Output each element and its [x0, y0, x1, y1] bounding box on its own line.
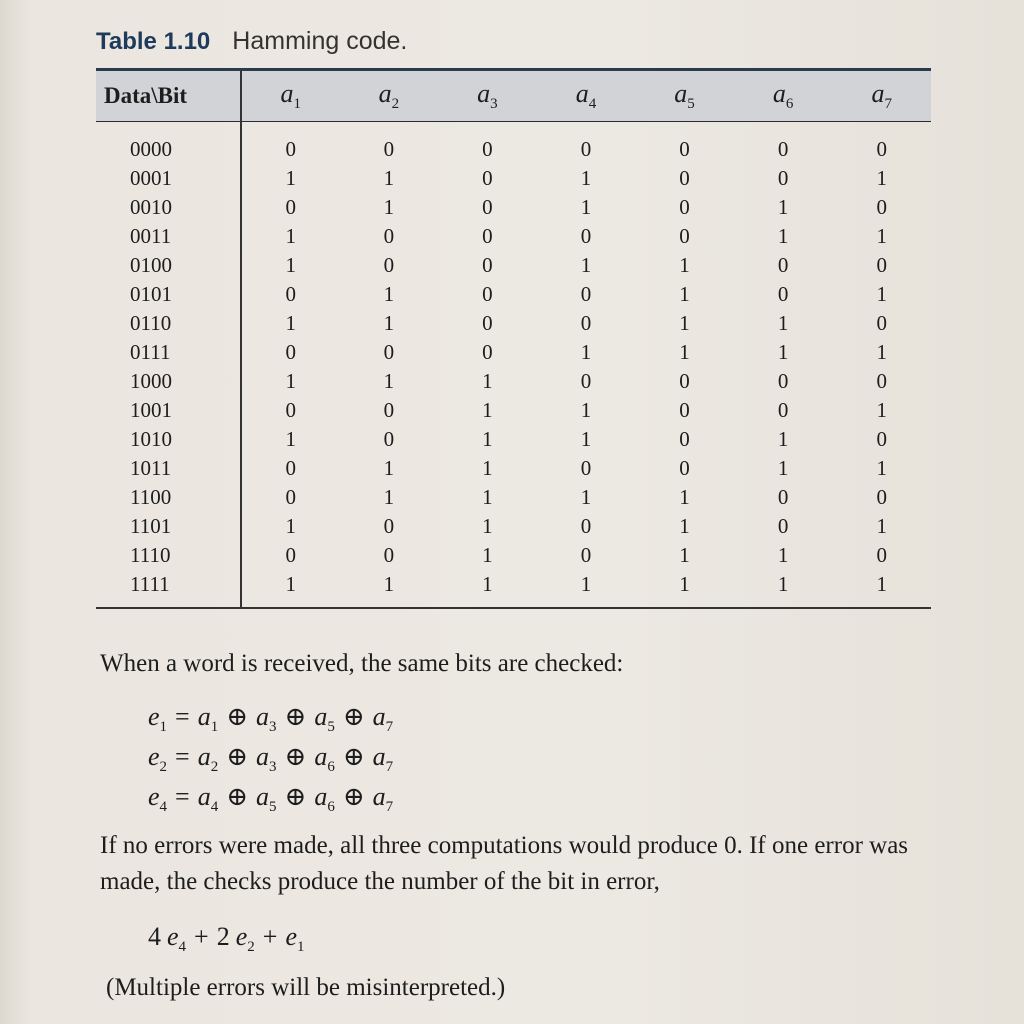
bit-header-a4 — [537, 70, 636, 122]
bit-cell: 0 — [679, 456, 690, 480]
paragraph-multiple-errors: (Multiple errors will be misinterpreted.) — [106, 974, 506, 1001]
data-word-cell: 0011 — [96, 222, 241, 251]
table-row — [96, 512, 931, 541]
bit-cell: 0 — [482, 340, 493, 364]
bit-cell: 1 — [482, 456, 493, 480]
data-word-cell: 1101 — [96, 512, 241, 541]
bit-header-subscript: 2 — [391, 96, 400, 113]
bit-cell: 0 — [482, 311, 493, 335]
bit-cell: 1 — [777, 427, 789, 451]
equation-term-subscript: 5 — [269, 799, 277, 816]
data-word-cell: 0111 — [96, 338, 241, 367]
equation-lhs-subscript: 1 — [159, 719, 168, 736]
bit-cell: 1 — [285, 369, 297, 393]
equation-term-symbol: a — [314, 702, 328, 731]
equation-term-symbol: a — [256, 782, 270, 811]
equation-term-subscript: 1 — [210, 719, 219, 736]
bit-header-symbol: a — [378, 78, 392, 108]
data-word-cell: 0110 — [96, 309, 241, 338]
bit-cell: 0 — [679, 166, 690, 190]
table-row — [96, 193, 931, 222]
bit-cell: 1 — [580, 253, 592, 277]
bit-header-symbol: a — [674, 78, 688, 108]
bit-cell: 1 — [383, 485, 395, 509]
bit-cell: 1 — [580, 166, 592, 190]
bit-header-symbol: a — [871, 78, 885, 108]
bit-cell: 0 — [777, 369, 789, 393]
bit-cell: 1 — [482, 485, 493, 509]
xor-operator: ⊕ — [284, 702, 307, 731]
table-row — [96, 338, 931, 367]
equation-lhs-subscript: 4 — [159, 799, 168, 816]
bit-cell: 1 — [777, 311, 789, 335]
bit-cell: 0 — [580, 369, 592, 393]
bit-cell: 0 — [285, 398, 297, 422]
formula-variable: e — [167, 922, 179, 951]
table-row — [96, 570, 931, 608]
table-number: Table 1.10 — [96, 28, 211, 55]
table-row — [96, 483, 931, 512]
formula-subscript: 4 — [178, 939, 187, 956]
equation-term-symbol: a — [372, 702, 386, 731]
bit-cell: 0 — [679, 195, 690, 219]
xor-operator: ⊕ — [226, 742, 249, 771]
bit-cell: 1 — [777, 224, 789, 248]
data-word-cell: 0001 — [96, 164, 241, 193]
formula-subscript: 2 — [247, 939, 255, 956]
bit-header-symbol: a — [280, 78, 294, 108]
bit-cell: 0 — [679, 369, 690, 393]
error-position-formula — [148, 922, 304, 956]
bit-cell: 0 — [777, 166, 789, 190]
bit-cell: 1 — [876, 456, 887, 480]
table-row — [96, 396, 931, 425]
bit-cell: 1 — [438, 570, 537, 608]
bit-cell: 0 — [876, 485, 887, 509]
equation-term-subscript: 7 — [385, 759, 394, 776]
hamming-table — [96, 68, 931, 609]
bit-cell: 1 — [285, 427, 297, 451]
table-row — [96, 367, 931, 396]
data-word-cell: 0000 — [96, 122, 241, 165]
bit-cell: 0 — [383, 514, 395, 538]
equation-term-symbol: a — [197, 782, 211, 811]
bit-cell: 0 — [580, 137, 592, 161]
equation-term-subscript: 6 — [327, 799, 335, 816]
bit-cell: 0 — [383, 137, 395, 161]
equation-term-symbol: a — [256, 702, 270, 731]
bit-cell: 1 — [580, 427, 592, 451]
bit-cell: 0 — [876, 369, 887, 393]
equation-term-subscript: 4 — [210, 799, 219, 816]
bit-cell: 0 — [580, 514, 592, 538]
bit-cell: 0 — [285, 543, 297, 567]
bit-cell: 1 — [482, 514, 493, 538]
bit-cell: 0 — [285, 137, 297, 161]
formula-variable: e — [285, 922, 297, 951]
corner-header: Data\Bit — [96, 70, 241, 122]
table-row — [96, 280, 931, 309]
bit-cell: 1 — [635, 570, 734, 608]
bit-cell: 0 — [285, 485, 297, 509]
data-word-cell: 0100 — [96, 251, 241, 280]
equation-term-symbol: a — [256, 742, 270, 771]
bit-cell: 0 — [580, 282, 592, 306]
bit-header-a5 — [635, 70, 734, 122]
bit-cell: 1 — [876, 340, 887, 364]
xor-operator: ⊕ — [284, 742, 307, 771]
bit-cell: 1 — [383, 282, 395, 306]
xor-operator: ⊕ — [284, 782, 307, 811]
bit-cell: 0 — [285, 456, 297, 480]
bit-cell: 1 — [679, 282, 690, 306]
bit-cell: 1 — [832, 570, 931, 608]
data-word-cell: 0101 — [96, 280, 241, 309]
table-row — [96, 222, 931, 251]
bit-cell: 0 — [383, 427, 395, 451]
table-title: Hamming code. — [232, 27, 408, 55]
equation-lhs-symbol: e — [148, 702, 160, 731]
bit-cell: 1 — [383, 456, 395, 480]
table-row — [96, 122, 931, 165]
bit-cell: 1 — [679, 340, 690, 364]
bit-cell: 1 — [383, 369, 395, 393]
bit-header-subscript: 3 — [490, 96, 498, 113]
table-row — [96, 309, 931, 338]
table-row — [96, 454, 931, 483]
data-word-cell: 1001 — [96, 396, 241, 425]
equation-e1 — [148, 702, 393, 736]
bit-header-subscript: 6 — [785, 96, 794, 113]
bit-cell: 0 — [482, 137, 493, 161]
bit-cell: 0 — [777, 253, 789, 277]
bit-cell: 1 — [285, 253, 297, 277]
bit-cell: 1 — [285, 224, 297, 248]
bit-cell: 0 — [876, 543, 887, 567]
equation-term-symbol: a — [314, 782, 328, 811]
paragraph-check-intro: When a word is received, the same bits are checked: — [100, 650, 624, 677]
equation-term-symbol: a — [197, 702, 211, 731]
equation-lhs-symbol: e — [148, 782, 160, 811]
bit-cell: 1 — [482, 543, 493, 567]
plus-operator: + — [262, 922, 278, 951]
bit-cell: 0 — [580, 311, 592, 335]
table-caption — [96, 26, 407, 56]
bit-cell: 0 — [679, 137, 690, 161]
equation-term-subscript: 5 — [327, 719, 335, 736]
bit-cell: 1 — [580, 195, 592, 219]
data-word-cell: 0010 — [96, 193, 241, 222]
bit-cell: 0 — [580, 456, 592, 480]
bit-cell: 0 — [285, 282, 297, 306]
bit-header-a2 — [340, 70, 439, 122]
bit-cell: 1 — [876, 166, 887, 190]
equals-sign: = — [175, 782, 190, 811]
bit-cell: 1 — [285, 166, 297, 190]
bit-cell: 0 — [482, 166, 493, 190]
bit-cell: 0 — [876, 137, 887, 161]
table-header-row — [96, 70, 931, 122]
bit-cell: 1 — [679, 311, 690, 335]
bit-cell: 1 — [679, 543, 690, 567]
bit-cell: 1 — [777, 543, 789, 567]
bit-cell: 0 — [580, 543, 592, 567]
bit-cell: 1 — [734, 570, 833, 608]
data-word-cell: 1010 — [96, 425, 241, 454]
bit-cell: 1 — [679, 485, 690, 509]
bit-cell: 0 — [876, 253, 887, 277]
bit-cell: 1 — [580, 340, 592, 364]
data-word-cell: 1000 — [96, 367, 241, 396]
bit-cell: 1 — [876, 398, 887, 422]
bit-cell: 1 — [482, 398, 493, 422]
bit-cell: 1 — [482, 427, 493, 451]
bit-cell: 1 — [285, 311, 297, 335]
bit-cell: 0 — [383, 543, 395, 567]
bit-cell: 0 — [482, 282, 493, 306]
equals-sign: = — [175, 702, 190, 731]
bit-cell: 0 — [876, 427, 887, 451]
equation-e2 — [148, 742, 393, 776]
bit-cell: 1 — [383, 311, 395, 335]
equation-lhs-symbol: e — [148, 742, 160, 771]
bit-cell: 0 — [383, 224, 395, 248]
table-body — [96, 122, 931, 609]
equation-term-symbol: a — [372, 782, 386, 811]
bit-cell: 0 — [679, 224, 690, 248]
bit-cell: 1 — [383, 166, 395, 190]
bit-cell: 0 — [777, 398, 789, 422]
bit-header-a1 — [241, 70, 340, 122]
bit-cell: 0 — [777, 514, 789, 538]
data-word-cell: 1011 — [96, 454, 241, 483]
bit-cell: 1 — [777, 456, 789, 480]
paragraph-error-explanation: If no errors were made, all three computations would produce 0. If one error was made, the checks produce the number of the bit in error, — [100, 832, 909, 895]
bit-header-subscript: 5 — [687, 96, 695, 113]
bit-cell: 0 — [482, 224, 493, 248]
bit-cell: 0 — [285, 340, 297, 364]
bit-header-a3 — [438, 70, 537, 122]
equation-term-subscript: 7 — [385, 799, 394, 816]
bit-header-subscript: 4 — [588, 96, 597, 113]
equation-term-subscript: 7 — [385, 719, 394, 736]
xor-operator: ⊕ — [226, 702, 249, 731]
table-row — [96, 541, 931, 570]
equation-term-subscript: 3 — [269, 719, 277, 736]
data-word-cell: 1110 — [96, 541, 241, 570]
table-row — [96, 425, 931, 454]
bit-cell: 1 — [580, 485, 592, 509]
bit-cell: 1 — [537, 570, 636, 608]
bit-header-a6 — [734, 70, 833, 122]
formula-variable: e — [235, 922, 248, 951]
equals-sign: = — [175, 742, 190, 771]
formula-coefficient: 2 — [216, 922, 230, 951]
bit-cell: 1 — [777, 195, 789, 219]
equation-lhs-subscript: 2 — [159, 759, 168, 776]
equation-term-symbol: a — [197, 742, 211, 771]
xor-operator: ⊕ — [342, 702, 365, 731]
xor-operator: ⊕ — [226, 782, 249, 811]
bit-cell: 0 — [383, 398, 395, 422]
bit-cell: 0 — [679, 398, 690, 422]
equation-term-subscript: 6 — [327, 759, 335, 776]
formula-subscript: 1 — [296, 939, 305, 956]
bit-cell: 0 — [679, 427, 690, 451]
equation-term-subscript: 3 — [269, 759, 277, 776]
bit-header-subscript: 1 — [293, 96, 302, 113]
bit-cell: 1 — [340, 570, 439, 608]
xor-operator: ⊕ — [342, 742, 365, 771]
bit-cell: 0 — [383, 253, 395, 277]
bit-cell: 1 — [285, 514, 297, 538]
data-word-cell: 1100 — [96, 483, 241, 512]
bit-cell: 1 — [876, 514, 887, 538]
bit-cell: 0 — [777, 485, 789, 509]
plus-operator: + — [194, 922, 209, 951]
bit-header-a7 — [832, 70, 931, 122]
table-row — [96, 251, 931, 280]
bit-cell: 0 — [383, 340, 395, 364]
bit-cell: 1 — [241, 570, 340, 608]
bit-cell: 1 — [679, 253, 690, 277]
bit-cell: 0 — [482, 195, 493, 219]
bit-header-symbol: a — [575, 78, 589, 108]
bit-cell: 1 — [876, 224, 887, 248]
equation-term-symbol: a — [372, 742, 386, 771]
bit-cell: 1 — [383, 195, 395, 219]
bit-cell: 1 — [777, 340, 789, 364]
bit-cell: 0 — [777, 282, 789, 306]
table-row — [96, 164, 931, 193]
bit-header-symbol: a — [772, 78, 786, 108]
equation-term-symbol: a — [314, 742, 328, 771]
bit-cell: 1 — [580, 398, 592, 422]
data-word-cell: 1111 — [96, 570, 241, 608]
formula-coefficient: 4 — [148, 922, 161, 951]
bit-cell: 0 — [876, 195, 887, 219]
bit-cell: 0 — [285, 195, 297, 219]
bit-header-subscript: 7 — [884, 96, 892, 113]
equation-e4 — [148, 782, 393, 816]
bit-header-symbol: a — [477, 78, 491, 108]
xor-operator: ⊕ — [342, 782, 365, 811]
bit-cell: 0 — [580, 224, 592, 248]
equation-term-subscript: 2 — [210, 759, 219, 776]
bit-cell: 1 — [876, 282, 887, 306]
bit-cell: 0 — [482, 253, 493, 277]
bit-cell: 0 — [876, 311, 887, 335]
bit-cell: 1 — [482, 369, 493, 393]
bit-cell: 1 — [679, 514, 690, 538]
bit-cell: 0 — [777, 137, 789, 161]
